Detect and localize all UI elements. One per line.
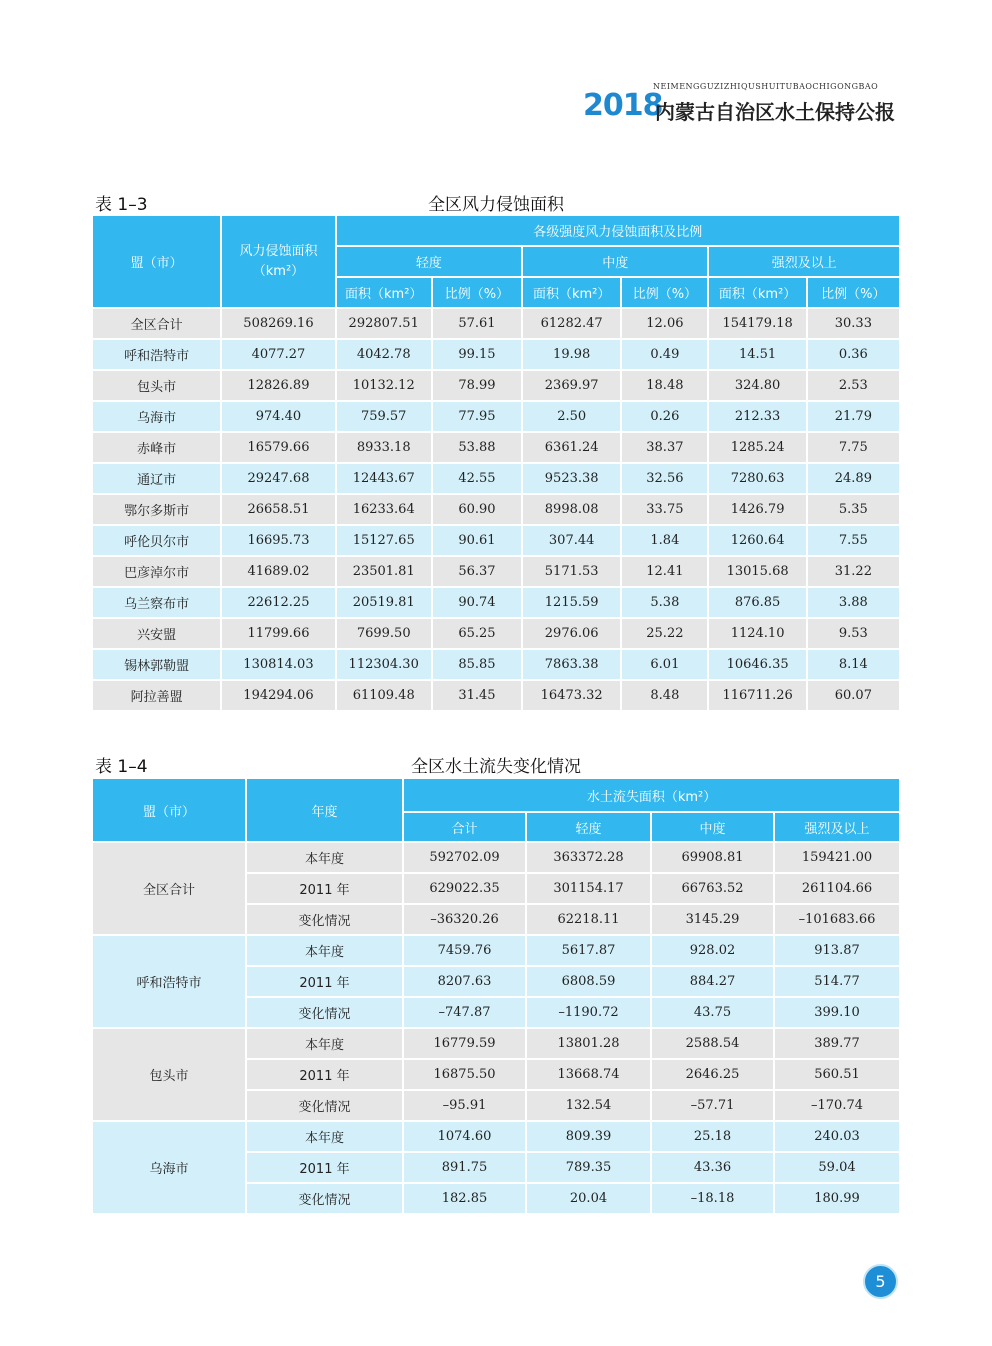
value-cell: 159421.00 (775, 843, 899, 872)
region-cell: 乌兰察布市 (93, 588, 220, 617)
value-cell: 59.04 (775, 1153, 899, 1182)
value-cell: 12443.67 (337, 464, 431, 493)
value-cell: 10132.12 (337, 371, 431, 400)
value-cell: 16695.73 (222, 526, 334, 555)
year-cell: 本年度 (247, 1029, 402, 1058)
table-row (93, 464, 899, 493)
region-cell: 包头市 (93, 371, 220, 400)
value-cell: 6.01 (622, 650, 707, 679)
report-header (583, 82, 903, 122)
value-cell: 3145.29 (652, 905, 773, 934)
region-cell: 乌海市 (93, 1122, 245, 1213)
table-row (93, 588, 899, 617)
header-wind-erosion-area: 风力侵蚀面积（km²） (222, 216, 334, 307)
value-cell: 24.89 (808, 464, 899, 493)
value-cell: 974.40 (222, 402, 334, 431)
value-cell: 891.75 (404, 1153, 525, 1182)
value-cell: 12.41 (622, 557, 707, 586)
value-cell: 7.75 (808, 433, 899, 462)
header-levels: 各级强度风力侵蚀面积及比例 (337, 216, 899, 245)
value-cell: 12826.89 (222, 371, 334, 400)
value-cell: 60.07 (808, 681, 899, 710)
table-1-4-caption (95, 752, 897, 776)
value-cell: 22612.25 (222, 588, 334, 617)
value-cell: 25.18 (652, 1122, 773, 1151)
value-cell: 31.45 (433, 681, 521, 710)
value-cell: 3.88 (808, 588, 899, 617)
value-cell: 0.36 (808, 340, 899, 369)
value-cell: –747.87 (404, 998, 525, 1027)
value-cell: 5617.87 (527, 936, 650, 965)
year-cell: 本年度 (247, 936, 402, 965)
table-row (93, 371, 899, 400)
table-row (93, 495, 899, 524)
header-strong-ratio: 比例（%） (808, 278, 899, 307)
value-cell: 5.35 (808, 495, 899, 524)
year-cell: 2011 年 (247, 1060, 402, 1089)
value-cell: 62218.11 (527, 905, 650, 934)
header-medium: 中度 (523, 247, 707, 276)
table-1-4-number: 表 1–4 (95, 757, 148, 777)
region-cell: 阿拉善盟 (93, 681, 220, 710)
value-cell: 8207.63 (404, 967, 525, 996)
year-cell: 变化情况 (247, 905, 402, 934)
region-cell: 呼和浩特市 (93, 936, 245, 1027)
value-cell: 69908.81 (652, 843, 773, 872)
value-cell: 6361.24 (523, 433, 620, 462)
value-cell: –95.91 (404, 1091, 525, 1120)
header-year: 年度 (247, 779, 402, 841)
value-cell: 57.61 (433, 309, 521, 338)
value-cell: 261104.66 (775, 874, 899, 903)
value-cell: 130814.03 (222, 650, 334, 679)
value-cell: 759.57 (337, 402, 431, 431)
region-cell: 全区合计 (93, 843, 245, 934)
value-cell: 10646.35 (709, 650, 805, 679)
value-cell: 16779.59 (404, 1029, 525, 1058)
table-row (93, 433, 899, 462)
value-cell: 389.77 (775, 1029, 899, 1058)
value-cell: 307.44 (523, 526, 620, 555)
value-cell: 7699.50 (337, 619, 431, 648)
year-cell: 本年度 (247, 1122, 402, 1151)
value-cell: 292807.51 (337, 309, 431, 338)
page-number: 5 (863, 1264, 898, 1299)
value-cell: 629022.35 (404, 874, 525, 903)
region-cell: 通辽市 (93, 464, 220, 493)
value-cell: 53.88 (433, 433, 521, 462)
year-cell: 变化情况 (247, 1091, 402, 1120)
value-cell: 8998.08 (523, 495, 620, 524)
value-cell: 21.79 (808, 402, 899, 431)
region-cell: 兴安盟 (93, 619, 220, 648)
value-cell: 180.99 (775, 1184, 899, 1213)
region-cell: 呼伦贝尔市 (93, 526, 220, 555)
value-cell: 65.25 (433, 619, 521, 648)
region-cell: 乌海市 (93, 402, 220, 431)
value-cell: 78.99 (433, 371, 521, 400)
table-row (93, 936, 899, 965)
value-cell: 20.04 (527, 1184, 650, 1213)
value-cell: –170.74 (775, 1091, 899, 1120)
value-cell: 2646.25 (652, 1060, 773, 1089)
header-light: 轻度 (337, 247, 521, 276)
value-cell: 8933.18 (337, 433, 431, 462)
value-cell: 77.95 (433, 402, 521, 431)
value-cell: 1074.60 (404, 1122, 525, 1151)
value-cell: 13801.28 (527, 1029, 650, 1058)
value-cell: 4077.27 (222, 340, 334, 369)
value-cell: 514.77 (775, 967, 899, 996)
value-cell: 29247.68 (222, 464, 334, 493)
value-cell: 301154.17 (527, 874, 650, 903)
table-row (93, 526, 899, 555)
region-cell: 包头市 (93, 1029, 245, 1120)
value-cell: 90.74 (433, 588, 521, 617)
header-light-area: 面积（km²） (337, 278, 431, 307)
header-pinyin: NEIMENGGUZIZHIQUSHUITUBAOCHIGONGBAO (653, 82, 879, 91)
value-cell: 12.06 (622, 309, 707, 338)
value-cell: 90.61 (433, 526, 521, 555)
region-cell: 巴彦淖尔市 (93, 557, 220, 586)
value-cell: 85.85 (433, 650, 521, 679)
value-cell: 240.03 (775, 1122, 899, 1151)
header-medium-area: 面积（km²） (523, 278, 620, 307)
value-cell: 809.39 (527, 1122, 650, 1151)
value-cell: 7280.63 (709, 464, 805, 493)
value-cell: 7863.38 (523, 650, 620, 679)
value-cell: 56.37 (433, 557, 521, 586)
value-cell: 8.48 (622, 681, 707, 710)
value-cell: –18.18 (652, 1184, 773, 1213)
header-medium: 中度 (652, 813, 773, 841)
value-cell: 132.54 (527, 1091, 650, 1120)
table-row (93, 681, 899, 710)
value-cell: 1215.59 (523, 588, 620, 617)
value-cell: 324.80 (709, 371, 805, 400)
value-cell: 99.15 (433, 340, 521, 369)
value-cell: 13015.68 (709, 557, 805, 586)
value-cell: 399.10 (775, 998, 899, 1027)
header-medium-ratio: 比例（%） (622, 278, 707, 307)
value-cell: 7459.76 (404, 936, 525, 965)
value-cell: 16875.50 (404, 1060, 525, 1089)
region-cell: 全区合计 (93, 309, 220, 338)
value-cell: 1285.24 (709, 433, 805, 462)
value-cell: 4042.78 (337, 340, 431, 369)
value-cell: 6808.59 (527, 967, 650, 996)
header-title: 内蒙古自治区水土保持公报 (655, 100, 895, 124)
region-cell: 鄂尔多斯市 (93, 495, 220, 524)
year-cell: 本年度 (247, 843, 402, 872)
value-cell: 789.35 (527, 1153, 650, 1182)
value-cell: 2369.97 (523, 371, 620, 400)
value-cell: 14.51 (709, 340, 805, 369)
value-cell: 194294.06 (222, 681, 334, 710)
value-cell: 592702.09 (404, 843, 525, 872)
region-cell: 呼和浩特市 (93, 340, 220, 369)
header-strong-area: 面积（km²） (709, 278, 805, 307)
year-cell: 变化情况 (247, 1184, 402, 1213)
value-cell: 0.49 (622, 340, 707, 369)
table-1-4 (91, 777, 901, 1215)
value-cell: 5171.53 (523, 557, 620, 586)
value-cell: 112304.30 (337, 650, 431, 679)
value-cell: –36320.26 (404, 905, 525, 934)
value-cell: 31.22 (808, 557, 899, 586)
value-cell: 38.37 (622, 433, 707, 462)
value-cell: 30.33 (808, 309, 899, 338)
value-cell: 913.87 (775, 936, 899, 965)
value-cell: 212.33 (709, 402, 805, 431)
table-row (93, 843, 899, 872)
region-cell: 锡林郭勒盟 (93, 650, 220, 679)
header-strong: 强烈及以上 (709, 247, 899, 276)
value-cell: 154179.18 (709, 309, 805, 338)
header-total: 合计 (404, 813, 525, 841)
header-light: 轻度 (527, 813, 650, 841)
table-row (93, 402, 899, 431)
value-cell: 43.75 (652, 998, 773, 1027)
value-cell: 2.50 (523, 402, 620, 431)
value-cell: 9.53 (808, 619, 899, 648)
value-cell: 2.53 (808, 371, 899, 400)
value-cell: 0.26 (622, 402, 707, 431)
value-cell: 508269.16 (222, 309, 334, 338)
table-1-3-caption (95, 190, 897, 214)
region-cell: 赤峰市 (93, 433, 220, 462)
value-cell: 7.55 (808, 526, 899, 555)
value-cell: 1426.79 (709, 495, 805, 524)
value-cell: 182.85 (404, 1184, 525, 1213)
value-cell: 876.85 (709, 588, 805, 617)
value-cell: 33.75 (622, 495, 707, 524)
value-cell: 18.48 (622, 371, 707, 400)
value-cell: 42.55 (433, 464, 521, 493)
table-row (93, 650, 899, 679)
table-1-3 (91, 214, 901, 712)
value-cell: 2976.06 (523, 619, 620, 648)
table-row (93, 557, 899, 586)
header-soil-loss-area: 水土流失面积（km²） (404, 779, 899, 811)
table-1-4-title: 全区水土流失变化情况 (411, 757, 581, 777)
value-cell: 16233.64 (337, 495, 431, 524)
value-cell: 884.27 (652, 967, 773, 996)
table-row (93, 309, 899, 338)
value-cell: 8.14 (808, 650, 899, 679)
value-cell: 9523.38 (523, 464, 620, 493)
year-cell: 2011 年 (247, 1153, 402, 1182)
value-cell: 23501.81 (337, 557, 431, 586)
value-cell: 60.90 (433, 495, 521, 524)
value-cell: 5.38 (622, 588, 707, 617)
value-cell: 15127.65 (337, 526, 431, 555)
value-cell: 26658.51 (222, 495, 334, 524)
table-row (93, 1029, 899, 1058)
value-cell: 43.36 (652, 1153, 773, 1182)
year-cell: 2011 年 (247, 874, 402, 903)
value-cell: 20519.81 (337, 588, 431, 617)
value-cell: 560.51 (775, 1060, 899, 1089)
value-cell: 16473.32 (523, 681, 620, 710)
value-cell: 61109.48 (337, 681, 431, 710)
table-row (93, 340, 899, 369)
value-cell: 61282.47 (523, 309, 620, 338)
value-cell: 11799.66 (222, 619, 334, 648)
value-cell: 116711.26 (709, 681, 805, 710)
header-light-ratio: 比例（%） (433, 278, 521, 307)
value-cell: 66763.52 (652, 874, 773, 903)
table-row (93, 619, 899, 648)
value-cell: –57.71 (652, 1091, 773, 1120)
header-region: 盟（市） (93, 216, 220, 307)
value-cell: –1190.72 (527, 998, 650, 1027)
value-cell: 363372.28 (527, 843, 650, 872)
value-cell: 41689.02 (222, 557, 334, 586)
value-cell: 16579.66 (222, 433, 334, 462)
table-1-3-title: 全区风力侵蚀面积 (428, 195, 564, 215)
value-cell: 1124.10 (709, 619, 805, 648)
value-cell: 1260.64 (709, 526, 805, 555)
value-cell: 32.56 (622, 464, 707, 493)
year-cell: 2011 年 (247, 967, 402, 996)
value-cell: –101683.66 (775, 905, 899, 934)
value-cell: 13668.74 (527, 1060, 650, 1089)
value-cell: 928.02 (652, 936, 773, 965)
header-year: 2018 (583, 88, 663, 123)
table-row (93, 1122, 899, 1151)
header-region: 盟（市） (93, 779, 245, 841)
header-strong: 强烈及以上 (775, 813, 899, 841)
value-cell: 19.98 (523, 340, 620, 369)
value-cell: 2588.54 (652, 1029, 773, 1058)
value-cell: 1.84 (622, 526, 707, 555)
value-cell: 25.22 (622, 619, 707, 648)
year-cell: 变化情况 (247, 998, 402, 1027)
table-1-3-number: 表 1–3 (95, 195, 148, 215)
